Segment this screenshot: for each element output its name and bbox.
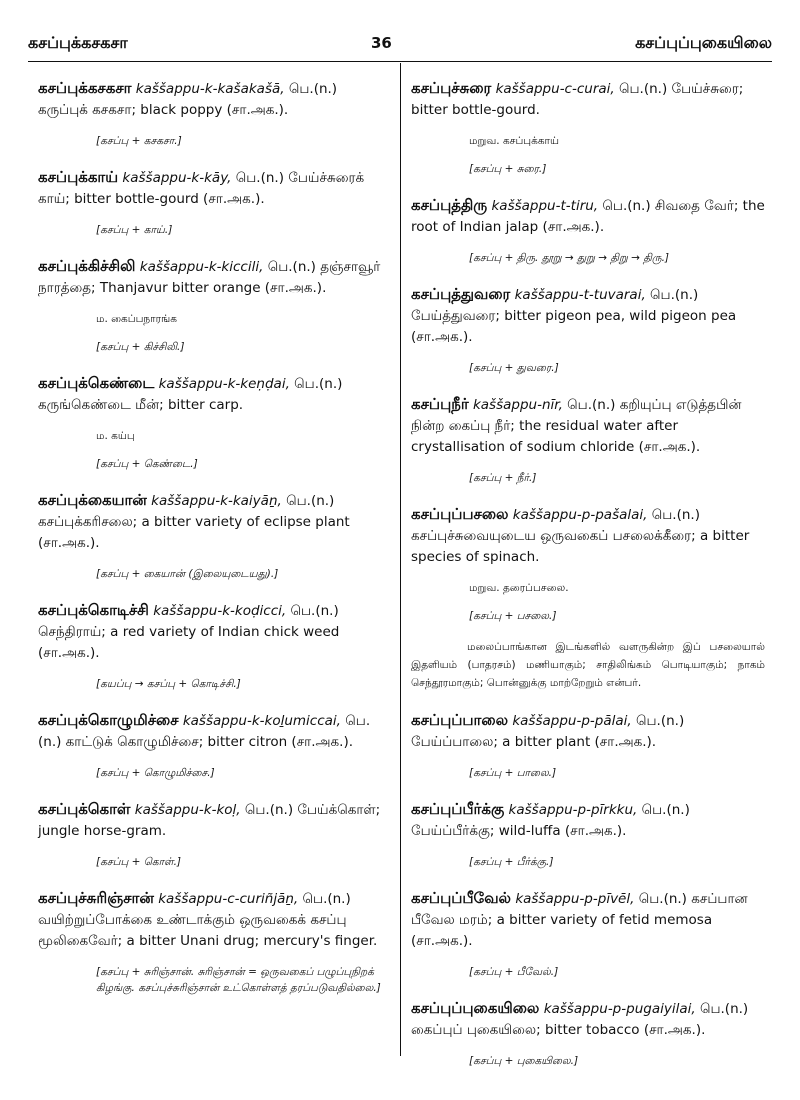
entry-transliteration: kaššappu-p-pīvēl,: [515, 891, 635, 907]
entry-headword: கசப்புக்கொள்: [38, 800, 131, 818]
entry-etymology: [கசப்பு + சுரிஞ்சான். சுரிஞ்சான் = ஒருவகைப் பழுப்புநிறக் கிழங்கு. கசப்புச்சுரிஞ்சான் உட்கொள்ளத் தரப்படுவதில்லை.]: [96, 966, 381, 994]
entry-definition-line: [411, 998, 765, 1041]
entry-transliteration: kaššappu-k-keṇḍai,: [158, 376, 290, 392]
page-header: [28, 30, 772, 56]
entry-headword: கசப்புப்பசலை: [411, 505, 509, 523]
entry-definition-line: [38, 78, 388, 121]
entry-definition: பெ.(n.) சிவதை வேர்; the root of Indian jalap (சா.அக.).: [411, 198, 765, 235]
entry-headword: கசப்புச்சுரிஞ்சான்: [38, 889, 154, 907]
entry-transliteration: kaššappu-c-curiñjāṉ,: [158, 891, 299, 907]
entry-headword: கசப்புப்பாலை: [411, 711, 509, 729]
dictionary-entry: [38, 888, 388, 996]
entry-etymology: [கசப்பு + கசகசா.]: [96, 135, 182, 147]
entry-definition: பெ.(n.) பேய்ச்சுரை; bitter bottle-gourd.: [411, 81, 744, 118]
entry-definition: பெ.(n.) கசப்புக்கரிசலை; a bitter variety of eclipse plant (சா.அக.).: [38, 493, 350, 551]
dictionary-entry: [411, 888, 765, 980]
entry-definition-line: [38, 167, 388, 210]
entry-etymology: [கசப்பு + புகையிலை.]: [469, 1055, 579, 1067]
dictionary-entry: [411, 394, 765, 486]
entry-definition-line: [38, 490, 388, 554]
entry-transliteration: kaššappu-p-pugaiyilai,: [543, 1001, 696, 1017]
entry-headword: கசப்புக்காய்: [38, 168, 119, 186]
entry-cognate-note: மறுவ. கசப்புக்காய்: [469, 135, 560, 147]
entry-transliteration: kaššappu-k-koḍicci,: [153, 603, 287, 619]
dictionary-entry: [38, 256, 388, 355]
entry-etymology: [கயப்பு → கசப்பு + கொடிச்சி.]: [96, 678, 241, 690]
entry-transliteration: kaššappu-p-pīrkku,: [508, 802, 638, 818]
entry-etymology: [கசப்பு + கொழுமிச்சை.]: [96, 767, 215, 779]
entry-headword: கசப்புக்கெண்டை: [38, 374, 155, 392]
dictionary-entry: [411, 284, 765, 376]
entry-etymology: [கசப்பு + கெண்டை.]: [96, 458, 198, 470]
entry-transliteration: kaššappu-k-koḷ,: [134, 802, 241, 818]
entry-headword: கசப்புப்புகையிலை: [411, 999, 540, 1017]
header-right-guide-word: கசப்புப்புகையிலை: [635, 32, 772, 52]
entry-headword: கசப்புக்கையான்: [38, 491, 147, 509]
entry-definition: பெ.(n.) கசப்புச்சுவையுடைய ஒருவகைப் பசலைக்கீரை; a bitter species of spinach.: [411, 507, 750, 565]
entry-definition: பெ.(n.) பேய்க்கொள்; jungle horse-gram.: [38, 802, 381, 839]
entry-etymology: [கசப்பு + திரு. தூறு → துறு → திறு → திரு.]: [469, 252, 670, 264]
dictionary-entry: [411, 78, 765, 177]
entry-definition-line: [411, 710, 765, 753]
entry-headword: கசப்புநீர்: [411, 395, 469, 413]
entry-definition-line: [38, 799, 388, 842]
entry-definition-line: [411, 504, 765, 568]
entry-definition: பெ.(n.) தஞ்சாவூர் நாரத்தை; Thanjavur bitter orange (சா.அக.).: [38, 259, 381, 296]
entry-definition-line: [411, 195, 765, 238]
entry-transliteration: kaššappu-p-pālai,: [512, 713, 632, 729]
entry-definition: பெ.(n.) கறியுப்பு எடுத்தபின் நின்ற கைப்பு நீர்; the residual water after crystallisation of sodium chloride (சா.அக.).: [411, 397, 742, 455]
right-column: [411, 78, 765, 1087]
dictionary-entry: [38, 799, 388, 870]
entry-headword: கசப்புக்கசகசா: [38, 79, 132, 97]
dictionary-entry: [411, 504, 765, 692]
entry-etymology: [கசப்பு + கையான் (இலையுடையது).]: [96, 568, 279, 580]
dictionary-entry: [38, 373, 388, 472]
entry-explanatory-paragraph: மலைப்பாங்கான இடங்களில் வளருகின்ற இப் பசலையால் இதளியம் (பாதரசம்) மணியாகும்; சாதிலிங்கம் பொடியாகும்; நாகம் செந்தூரமாகும்; பொன்னுக்கு மாற்றேறும் என்பர்.: [411, 641, 765, 689]
entry-etymology: [கசப்பு + துவரை.]: [469, 362, 559, 374]
column-divider: [400, 63, 401, 1056]
dictionary-entry: [411, 710, 765, 781]
entry-definition: பெ.(n.) வயிற்றுப்போக்கை உண்டாக்கும் ஒருவகைக் கசப்பு மூலிகைவேர்; a bitter Unani drug; mercury's finger.: [38, 891, 378, 949]
entry-transliteration: kaššappu-k-koḻumiccai,: [182, 713, 341, 729]
entry-transliteration: kaššappu-k-kiccili,: [139, 259, 264, 275]
entry-etymology: [கசப்பு + நீர்.]: [469, 472, 537, 484]
entry-definition: பெ.(n.) பேய்த்துவரை; bitter pigeon pea, wild pigeon pea (சா.அக.).: [411, 287, 737, 345]
entry-transliteration: kaššappu-nīr,: [472, 397, 563, 413]
left-column: [38, 78, 388, 1014]
entry-transliteration: kaššappu-k-kāy,: [122, 170, 232, 186]
entry-etymology: [கசப்பு + கொள்.]: [96, 856, 182, 868]
entry-cognate-note: ம. கைப்பநாரங்க: [96, 313, 177, 325]
dictionary-entry: [38, 600, 388, 692]
entry-headword: கசப்புக்கொழுமிச்சை: [38, 711, 179, 729]
entry-transliteration: kaššappu-p-pašalai,: [512, 507, 648, 523]
dictionary-entry: [38, 167, 388, 238]
entry-transliteration: kaššappu-k-kaiyāṉ,: [151, 493, 282, 509]
entry-definition-line: [38, 600, 388, 664]
entry-headword: கசப்புத்துவரை: [411, 285, 511, 303]
entry-definition: பெ.(n.) கசப்பான பீவேல மரம்; a bitter variety of fetid memosa (சா.அக.).: [411, 891, 748, 949]
dictionary-entry: [38, 78, 388, 149]
entry-headword: கசப்புக்கிச்சிலி: [38, 257, 136, 275]
header-rule: [28, 61, 772, 62]
entry-definition: பெ.(n.) கருப்புக் கசகசா; black poppy (சா.அக.).: [38, 81, 338, 118]
entry-transliteration: kaššappu-k-kašakašā,: [135, 81, 285, 97]
entry-definition-line: [38, 888, 388, 952]
entry-etymology: [கசப்பு + பாலை.]: [469, 767, 557, 779]
entry-etymology: [கசப்பு + பீவேல்.]: [469, 966, 559, 978]
entry-etymology: [கசப்பு + பீர்க்கு.]: [469, 856, 554, 868]
entry-definition: பெ.(n.) செந்திராய்; a red variety of Indian chick weed (சா.அக.).: [38, 603, 340, 661]
entry-etymology: [கசப்பு + சுரை.]: [469, 163, 547, 175]
entry-cognate-note: ம. கய்பு: [96, 430, 135, 442]
entry-definition: பெ.(n.) பேய்ப்பீர்க்கு; wild-luffa (சா.அக.).: [411, 802, 690, 839]
entry-definition: பெ.(n.) கருங்கெண்டை மீன்; bitter carp.: [38, 376, 343, 413]
entry-definition: பெ.(n.) பேய்ச்சுரைக் காய்; bitter bottle-gourd (சா.அக.).: [38, 170, 365, 207]
entry-transliteration: kaššappu-c-curai,: [495, 81, 615, 97]
entry-definition: பெ.(n.) பேய்ப்பாலை; a bitter plant (சா.அக.).: [411, 713, 685, 750]
entry-definition-line: [411, 284, 765, 348]
entry-etymology: [கசப்பு + காய்.]: [96, 224, 173, 236]
entry-definition: பெ.(n.) கைப்புப் புகையிலை; bitter tobacco (சா.அக.).: [411, 1001, 749, 1038]
entry-definition-line: [38, 710, 388, 753]
entry-definition-line: [411, 799, 765, 842]
page-number: 36: [370, 34, 392, 52]
entry-definition-line: [411, 78, 765, 121]
dictionary-entry: [411, 998, 765, 1069]
entry-transliteration: kaššappu-t-tiru,: [491, 198, 599, 214]
dictionary-entry: [38, 490, 388, 582]
dictionary-entry: [411, 799, 765, 870]
entry-definition: பெ.(n.) காட்டுக் கொழுமிச்சை; bitter citron (சா.அக.).: [38, 713, 371, 750]
header-left-guide-word: கசப்புக்கசகசா: [28, 32, 128, 52]
entry-etymology: [கசப்பு + பசலை.]: [469, 610, 557, 622]
entry-headword: கசப்புப்பீர்க்கு: [411, 800, 505, 818]
entry-definition-line: [411, 888, 765, 952]
dictionary-entry: [411, 195, 765, 266]
entry-definition-line: [38, 256, 388, 299]
entry-definition-line: [38, 373, 388, 416]
entry-headword: கசப்புக்கொடிச்சி: [38, 601, 149, 619]
entry-headword: கசப்புச்சுரை: [411, 79, 492, 97]
entry-cognate-note: மறுவ. தரைப்பசலை.: [469, 582, 569, 594]
entry-headword: கசப்புத்திரு: [411, 196, 488, 214]
dictionary-entry: [38, 710, 388, 781]
entry-definition-line: [411, 394, 765, 458]
entry-headword: கசப்புப்பீவேல்: [411, 889, 512, 907]
entry-etymology: [கசப்பு + கிச்சிலி.]: [96, 341, 185, 353]
entry-transliteration: kaššappu-t-tuvarai,: [514, 287, 646, 303]
